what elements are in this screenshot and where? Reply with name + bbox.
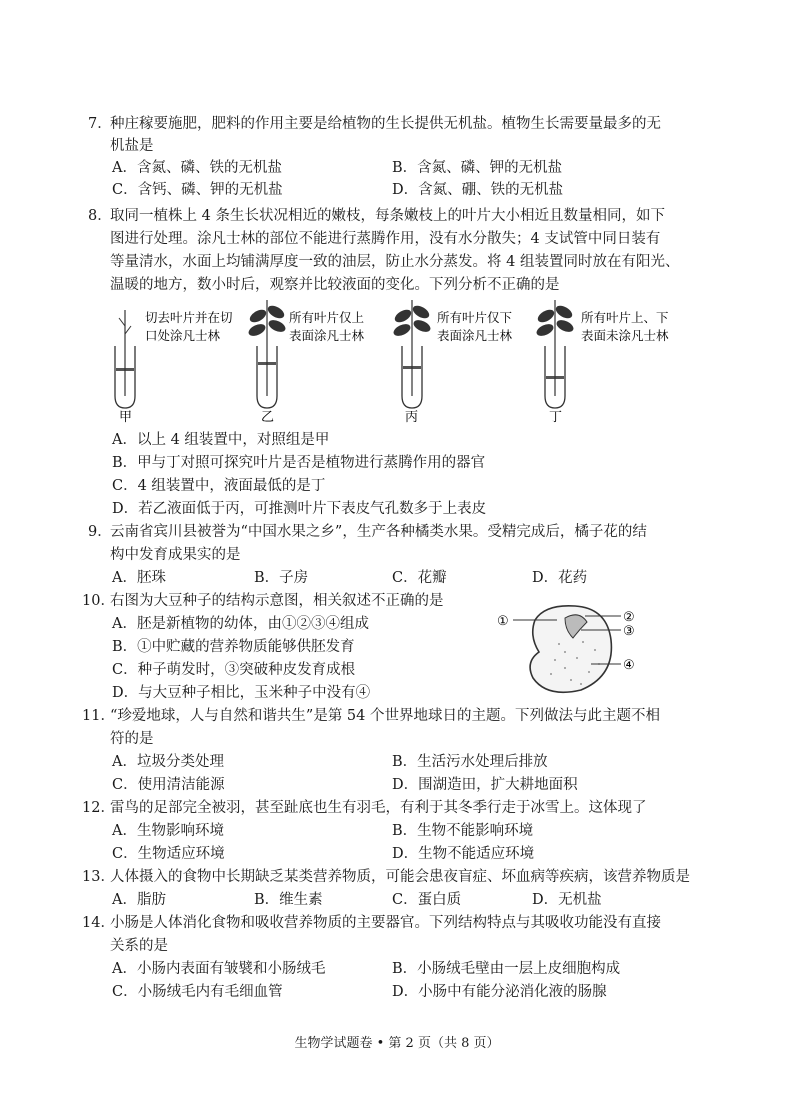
label-ding: 丁 [549,410,563,425]
page-footer: 生物学试题卷 • 第 2 页（共 8 页） [294,1036,500,1051]
seed-label-4: ④ [623,658,635,673]
q9-option-c[interactable]: C．花瓣 [392,570,447,586]
q8-option-b[interactable]: B．甲与丁对照可探究叶片是否是植物进行蒸腾作用的器官 [112,455,486,471]
q13-option-a[interactable]: A．脂肪 [112,892,166,908]
q12-number: 12． [82,800,115,816]
q8-stem-line3: 等量清水，水面上均铺满厚度一致的油层，防止水分蒸发。将 4 组装置同时放在有阳光、 [110,254,680,270]
q7-option-a[interactable]: A．含氮、磷、铁的无机盐 [112,160,282,176]
q11-option-c[interactable]: C．使用清洁能源 [112,777,225,793]
q9-option-b[interactable]: B．子房 [254,570,309,586]
tube-yi [247,300,288,408]
q11-number: 11． [82,708,115,724]
q9-stem-line2: 构中发育成果实的是 [110,547,241,563]
caption-yi-2: 表面涂凡士林 [289,328,365,343]
tube-ding [535,300,576,408]
q11-stem-line1: “珍爱地球，人与自然和谐共生”是第 54 个世界地球日的主题。下列做法与此主题不相 [110,708,660,724]
q8-test-tube-figure [95,296,715,426]
q8-option-d[interactable]: D．若乙液面低于丙，可推测叶片下表皮气孔数多于上表皮 [112,501,487,517]
q12-option-b[interactable]: B．生物不能影响环境 [392,823,534,839]
q10-number: 10． [82,593,115,609]
q11-option-a[interactable]: A．垃圾分类处理 [112,754,224,770]
q10-option-a[interactable]: A．胚是新植物的幼体，由①②③④组成 [112,616,369,632]
q14-number: 14． [82,915,115,931]
q8-stem-line2: 图进行处理。涂凡士林的部位不能进行蒸腾作用，没有水分散失；4 支试管中同日装有 [110,231,661,247]
q13-option-b[interactable]: B．维生素 [254,892,323,908]
q14-option-c[interactable]: C．小肠绒毛内有毛细血管 [112,984,283,1000]
q12-stem-line1: 雷鸟的足部完全被羽，甚至趾底也生有羽毛，有利于其冬季行走于冰雪上。这体现了 [110,800,647,816]
q14-option-a[interactable]: A．小肠内表面有皱襞和小肠绒毛 [112,961,326,977]
q11-option-b[interactable]: B．生活污水处理后排放 [392,754,548,770]
q9-number: 9． [88,524,112,540]
caption-jia-2: 口处涂凡士林 [145,328,221,343]
q14-option-d[interactable]: D．小肠中有能分泌消化液的肠腺 [392,984,607,1000]
label-bing: 丙 [405,410,419,425]
seed-label-2: ② [623,610,635,625]
seed-label-3: ③ [623,624,635,639]
seed-label-1: ① [497,614,509,629]
q7-option-c[interactable]: C．含钙、磷、钾的无机盐 [112,182,283,198]
q7-stem-line2: 机盐是 [110,138,154,154]
q7-option-d[interactable]: D．含氮、硼、铁的无机盐 [392,182,564,198]
caption-bing-2: 表面涂凡士林 [437,328,513,343]
q8-stem-line1: 取同一植株上 4 条生长状况相近的嫩枝，每条嫩枝上的叶片大小相近且数量相同，如下 [110,208,665,224]
q14-stem-line1: 小肠是人体消化食物和吸收营养物质的主要器官。下列结构特点与其吸收功能没有直接 [110,915,661,931]
q13-number: 13． [82,869,115,885]
q9-option-d[interactable]: D．花药 [532,570,588,586]
q12-option-c[interactable]: C．生物适应环境 [112,846,225,862]
soybean-seed-figure [495,600,645,700]
tube-jia [115,310,135,408]
q14-option-b[interactable]: B．小肠绒毛壁由一层上皮细胞构成 [392,961,621,977]
q13-option-c[interactable]: C．蛋白质 [392,892,462,908]
label-jia: 甲 [119,410,133,425]
q10-option-d[interactable]: D．与大豆种子相比，玉米种子中没有④ [112,685,371,701]
q11-stem-line2: 符的是 [110,731,154,747]
q12-option-d[interactable]: D．生物不能适应环境 [392,846,535,862]
caption-jia-1: 切去叶片并在切 [145,310,233,325]
q10-stem-line1: 右图为大豆种子的结构示意图，相关叙述不正确的是 [110,593,444,609]
q7-number: 7． [88,116,112,132]
q11-option-d[interactable]: D．围湖造田，扩大耕地面积 [392,777,578,793]
q13-stem-line1: 人体摄入的食物中长期缺乏某类营养物质，可能会患夜盲症、坏血病等疾病，该营养物质是 [110,869,690,885]
q12-option-a[interactable]: A．生物影响环境 [112,823,224,839]
q8-option-c[interactable]: C．4 组装置中，液面最低的是丁 [112,478,326,494]
q10-option-c[interactable]: C．种子萌发时，③突破种皮发育成根 [112,662,356,678]
q8-number: 8． [88,208,112,224]
q10-option-b[interactable]: B．①中贮藏的营养物质能够供胚发育 [112,639,355,655]
q14-stem-line2: 关系的是 [110,938,168,954]
q9-stem-line1: 云南省宾川县被誉为“中国水果之乡”，生产各种橘类水果。受精完成后，橘子花的结 [110,524,647,540]
caption-ding-2: 表面未涂凡士林 [581,328,669,343]
q7-option-b[interactable]: B．含氮、磷、钾的无机盐 [392,160,563,176]
caption-ding-1: 所有叶片上、下 [581,310,669,325]
q8-option-a[interactable]: A．以上 4 组装置中，对照组是甲 [112,432,330,448]
caption-yi-1: 所有叶片仅上 [289,310,365,325]
q13-option-d[interactable]: D．无机盐 [532,892,602,908]
q8-stem-line4: 温暖的地方，数小时后，观察并比较液面的变化。下列分析不正确的是 [110,277,560,293]
tube-bing [392,300,433,408]
caption-bing-1: 所有叶片仅下 [437,310,513,325]
q9-option-a[interactable]: A．胚珠 [112,570,166,586]
label-yi: 乙 [261,410,275,425]
q7-stem-line1: 种庄稼要施肥，肥料的作用主要是给植物的生长提供无机盐。植物生长需要量最多的无 [110,116,661,132]
